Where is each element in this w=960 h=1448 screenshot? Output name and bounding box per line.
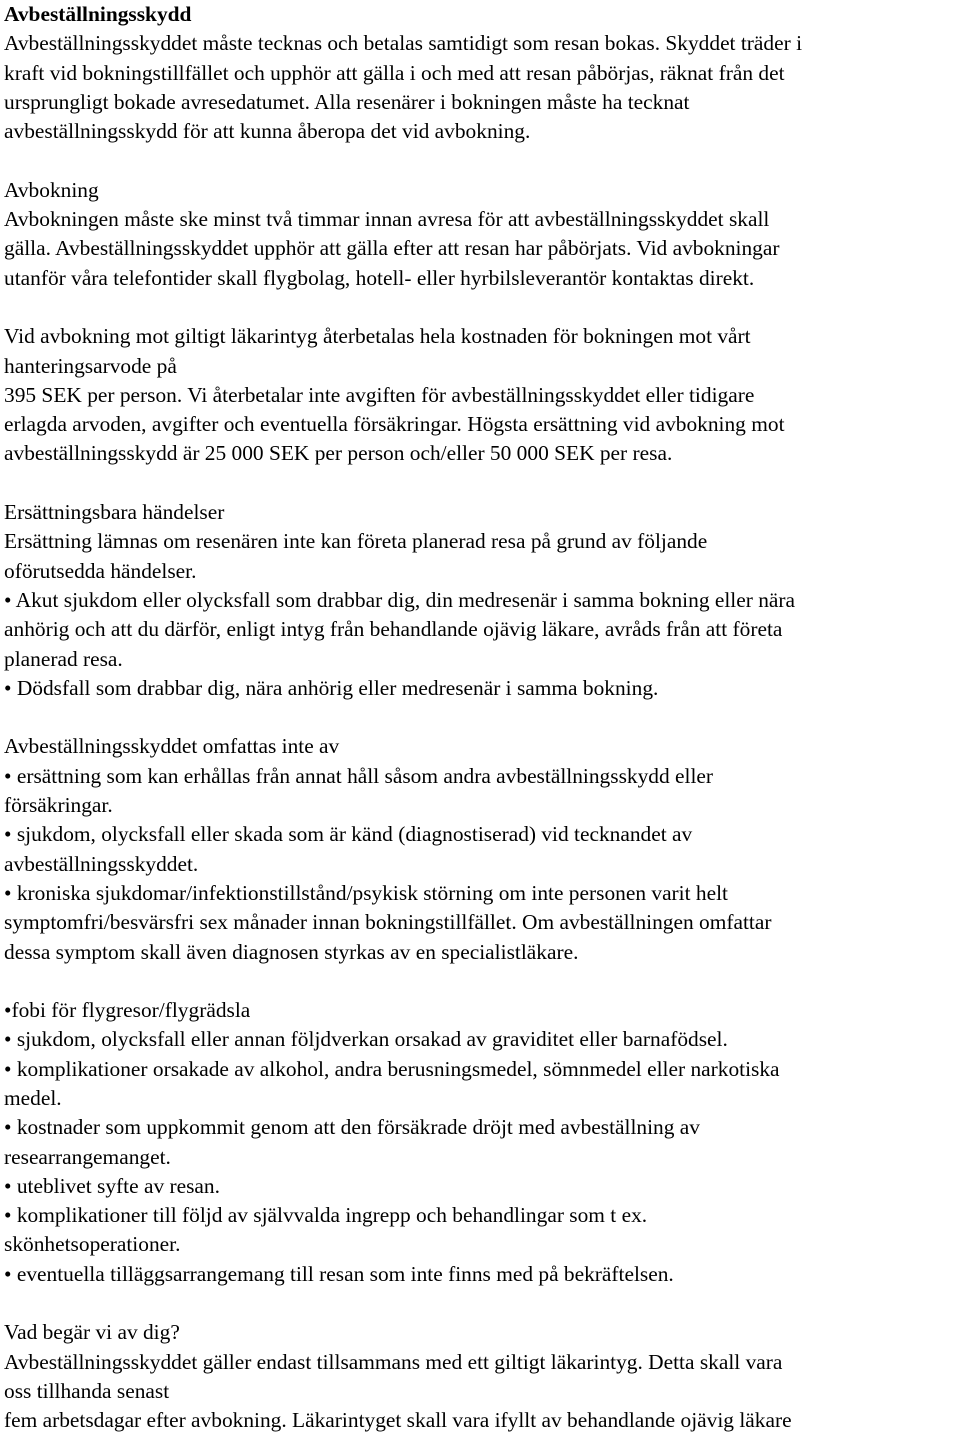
paragraph-gap [4, 469, 956, 498]
paragraph [4, 29, 956, 146]
text-line: • uteblivet syfte av resan. [4, 1173, 220, 1198]
text-line: • kroniska sjukdomar/infektionstillstånd/psykisk störning om inte personen varit helt [4, 880, 728, 905]
paragraph [4, 176, 956, 293]
text-line: dessa symptom skall även diagnosen styrkas av en specialistläkare. [4, 939, 579, 964]
text-line: ursprungligt bokade avresedatumet. Alla resenärer i bokningen måste ha tecknat [4, 89, 690, 114]
text-line: anhörig och att du därför, enligt intyg från behandlande ojävig läkare, avråds från att företa [4, 617, 783, 642]
text-line: oförutsedda händelser. [4, 558, 197, 583]
paragraph [4, 996, 956, 1289]
text-line: utanför våra telefontider skall flygbolag, hotell- eller hyrbilsleverantör kontaktas direkt. [4, 265, 755, 290]
text-line: • Dödsfall som drabbar dig, nära anhörig eller medresenär i samma bokning. [4, 675, 659, 700]
paragraph [4, 322, 956, 468]
paragraph [4, 732, 956, 966]
text-line: • sjukdom, olycksfall eller annan följdverkan orsakad av graviditet eller barnafödsel. [4, 1027, 728, 1052]
text-line: avbeställningsskydd är 25 000 SEK per person och/eller 50 000 SEK per resa. [4, 441, 673, 466]
text-line: Vad begär vi av dig? [4, 1320, 180, 1345]
text-line: Avbokningen måste ske minst två timmar innan avresa för att avbeställningsskyddet skall [4, 207, 770, 232]
text-line: gälla. Avbeställningsskyddet upphör att gälla efter att resan har påbörjats. Vid avbokningar [4, 236, 780, 261]
text-line: symptomfri/besvärsfri sex månader innan bokningstillfället. Om avbeställningen omfattar [4, 910, 772, 935]
text-line: Avbeställningsskyddet måste tecknas och betalas samtidigt som resan bokas. Skyddet träder i [4, 31, 803, 56]
text-line: avbeställningsskydd för att kunna åberopa det vid avbokning. [4, 119, 531, 144]
text-line: • kostnader som uppkommit genom att den försäkrade dröjt med avbeställning av [4, 1115, 700, 1140]
text-line: • komplikationer orsakade av alkohol, andra berusningsmedel, sömnmedel eller narkotiska [4, 1056, 780, 1081]
text-line: oss tillhanda senast [4, 1378, 170, 1403]
text-line: medel. [4, 1085, 62, 1110]
document-title: Avbeställningsskydd [4, 2, 192, 26]
paragraph-gap [4, 703, 956, 732]
text-line: • eventuella tilläggsarrangemang till resan som inte finns med på bekräftelsen. [4, 1261, 674, 1286]
text-line: erlagda arvoden, avgifter och eventuella försäkringar. Högsta ersättning vid avbokning mot [4, 412, 785, 437]
text-line: Avbokning [4, 177, 99, 202]
paragraph-gap [4, 293, 956, 322]
text-line: hanteringsarvode på [4, 353, 177, 378]
text-line: kraft vid bokningstillfället och upphör att gälla i och med att resan påbörjas, räknat från det [4, 60, 785, 85]
text-line: skönhetsoperationer. [4, 1232, 181, 1257]
text-line: fem arbetsdagar efter avbokning. Läkarintyget skall vara ifyllt av behandlande ojävig läkare [4, 1408, 792, 1433]
text-line: Vid avbokning mot giltigt läkarintyg återbetalas hela kostnaden för bokningen mot vårt [4, 324, 751, 349]
text-line: Avbeställningsskyddet gäller endast tillsammans med ett giltigt läkarintyg. Detta skall vara [4, 1349, 783, 1374]
paragraph-gap [4, 146, 956, 175]
paragraph-gap [4, 967, 956, 996]
text-line: avbeställningsskyddet. [4, 851, 199, 876]
paragraph [4, 1318, 956, 1435]
paragraph [4, 498, 956, 703]
text-line: • sjukdom, olycksfall eller skada som är känd (diagnostiserad) vid tecknandet av [4, 822, 693, 847]
text-line: 395 SEK per person. Vi återbetalar inte avgiften för avbeställningsskyddet eller tidigare [4, 382, 755, 407]
text-line: •fobi för flygresor/flygrädsla [4, 998, 251, 1023]
text-line: Avbeställningsskyddet omfattas inte av [4, 734, 340, 759]
text-line: Ersättningsbara händelser [4, 500, 225, 525]
text-line: researrangemanget. [4, 1144, 171, 1169]
paragraph-gap [4, 1289, 956, 1318]
text-line: Ersättning lämnas om resenären inte kan företa planerad resa på grund av följande [4, 529, 708, 554]
document-body [4, 29, 956, 1435]
text-line: • Akut sjukdom eller olycksfall som drabbar dig, din medresenär i samma bokning eller nära [4, 587, 796, 612]
text-line: • ersättning som kan erhållas från annat håll såsom andra avbeställningsskydd eller [4, 763, 714, 788]
text-line: planerad resa. [4, 646, 123, 671]
text-line: försäkringar. [4, 793, 113, 818]
text-line: • komplikationer till följd av självvalda ingrepp och behandlingar som t ex. [4, 1203, 648, 1228]
